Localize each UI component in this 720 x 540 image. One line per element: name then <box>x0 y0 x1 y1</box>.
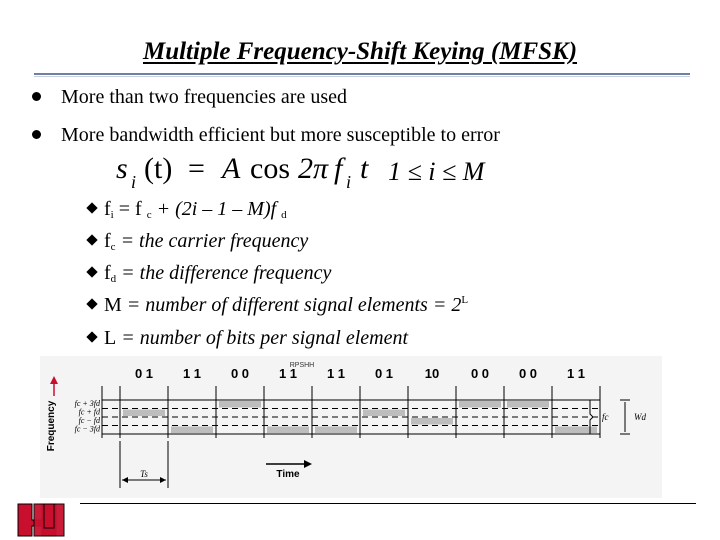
uh-logo-mark <box>18 504 64 536</box>
frequency-level-label: fc − fd <box>78 416 100 425</box>
active-frequency-cell <box>363 410 405 417</box>
bullet-item <box>32 124 500 147</box>
uh-logo <box>14 500 76 540</box>
sub-bullet-fc: $f_c$ = the carrier frequency <box>88 230 308 253</box>
formula-f-sub: i <box>346 172 352 192</box>
active-frequency-cell <box>459 401 501 408</box>
sub-bullet-m: M = number of different signal elements = $2^L$ <box>88 294 468 317</box>
slide-title: Multiple Frequency-Shift Keying (MFSK) <box>142 38 578 65</box>
ts-label: Ts <box>140 469 148 479</box>
diamond-bullet-icon <box>86 202 97 213</box>
diagram-top-label: RPSHH <box>289 362 315 369</box>
bullet-item <box>32 86 347 109</box>
diamond-bullet-icon <box>86 266 97 277</box>
active-frequency-cell <box>171 427 213 434</box>
active-frequency-cell <box>411 418 453 425</box>
formula-f: f <box>334 152 343 185</box>
formula-equals: = <box>188 152 205 185</box>
diamond-bullet-icon <box>86 234 97 245</box>
mfsk-formula <box>116 148 536 192</box>
formula-t-paren: (t) <box>144 152 173 185</box>
bullet-text: More than two frequencies are used <box>61 86 347 108</box>
active-frequency-cell <box>267 427 309 434</box>
fc-label: fc <box>602 412 609 422</box>
y-axis-label: Frequency <box>46 400 57 452</box>
active-frequency-cell <box>555 427 597 434</box>
active-frequency-cell <box>219 401 261 408</box>
frequency-level-label: fc + 3fd <box>74 399 100 408</box>
title-divider-shadow <box>34 76 690 77</box>
wd-label: Wd <box>634 412 646 422</box>
bullet-dot-icon <box>32 92 41 101</box>
bit-pair-label: 1 1 <box>326 366 346 381</box>
active-frequency-cell <box>507 401 549 408</box>
formula-t: t <box>360 152 369 185</box>
bullet-text: More bandwidth efficient but more susceptible to error <box>61 124 500 146</box>
active-frequency-cell <box>315 427 357 434</box>
formula-range: 1 ≤ i ≤ M <box>388 157 485 186</box>
formula-amplitude: A <box>222 152 241 185</box>
frequency-labels <box>75 399 101 434</box>
formula-cos: cos <box>250 152 290 185</box>
sub-bullet-fi: $f_i = f$ $_c$ + (2i – 1 – M)f $_d$ <box>88 198 287 221</box>
bit-pair-label: 1 1 <box>566 366 586 381</box>
bit-pair-label: 0 0 <box>518 366 538 381</box>
bit-pair-label: 0 1 <box>374 366 394 381</box>
x-axis-label: Time <box>276 469 300 480</box>
bit-pair-label: 0 1 <box>134 366 154 381</box>
diamond-bullet-icon <box>86 298 97 309</box>
bit-pair-label: 1 1 <box>182 366 202 381</box>
bit-pair-label: 0 0 <box>470 366 490 381</box>
sub-bullet-fd: $f_d$ = the difference frequency <box>88 262 331 285</box>
bullet-dot-icon <box>32 130 41 139</box>
footer-divider <box>80 503 696 504</box>
mfsk-timing-diagram <box>40 356 662 498</box>
sub-bullet-l: L = number of bits per signal element <box>88 327 408 350</box>
formula-two-pi: 2π <box>298 152 329 185</box>
active-frequency-cell <box>123 410 165 417</box>
frequency-level-label: fc + fd <box>78 407 100 417</box>
bit-pair-label: 1 1 <box>278 366 298 381</box>
formula-s: s <box>116 152 128 185</box>
title-divider <box>34 73 690 75</box>
frequency-level-label: fc − 3fd <box>74 424 100 434</box>
diamond-bullet-icon <box>86 331 97 342</box>
bit-pair-label: 10 <box>424 366 440 381</box>
bit-pair-label: 0 0 <box>230 366 250 381</box>
formula-i-sub: i <box>131 172 137 192</box>
